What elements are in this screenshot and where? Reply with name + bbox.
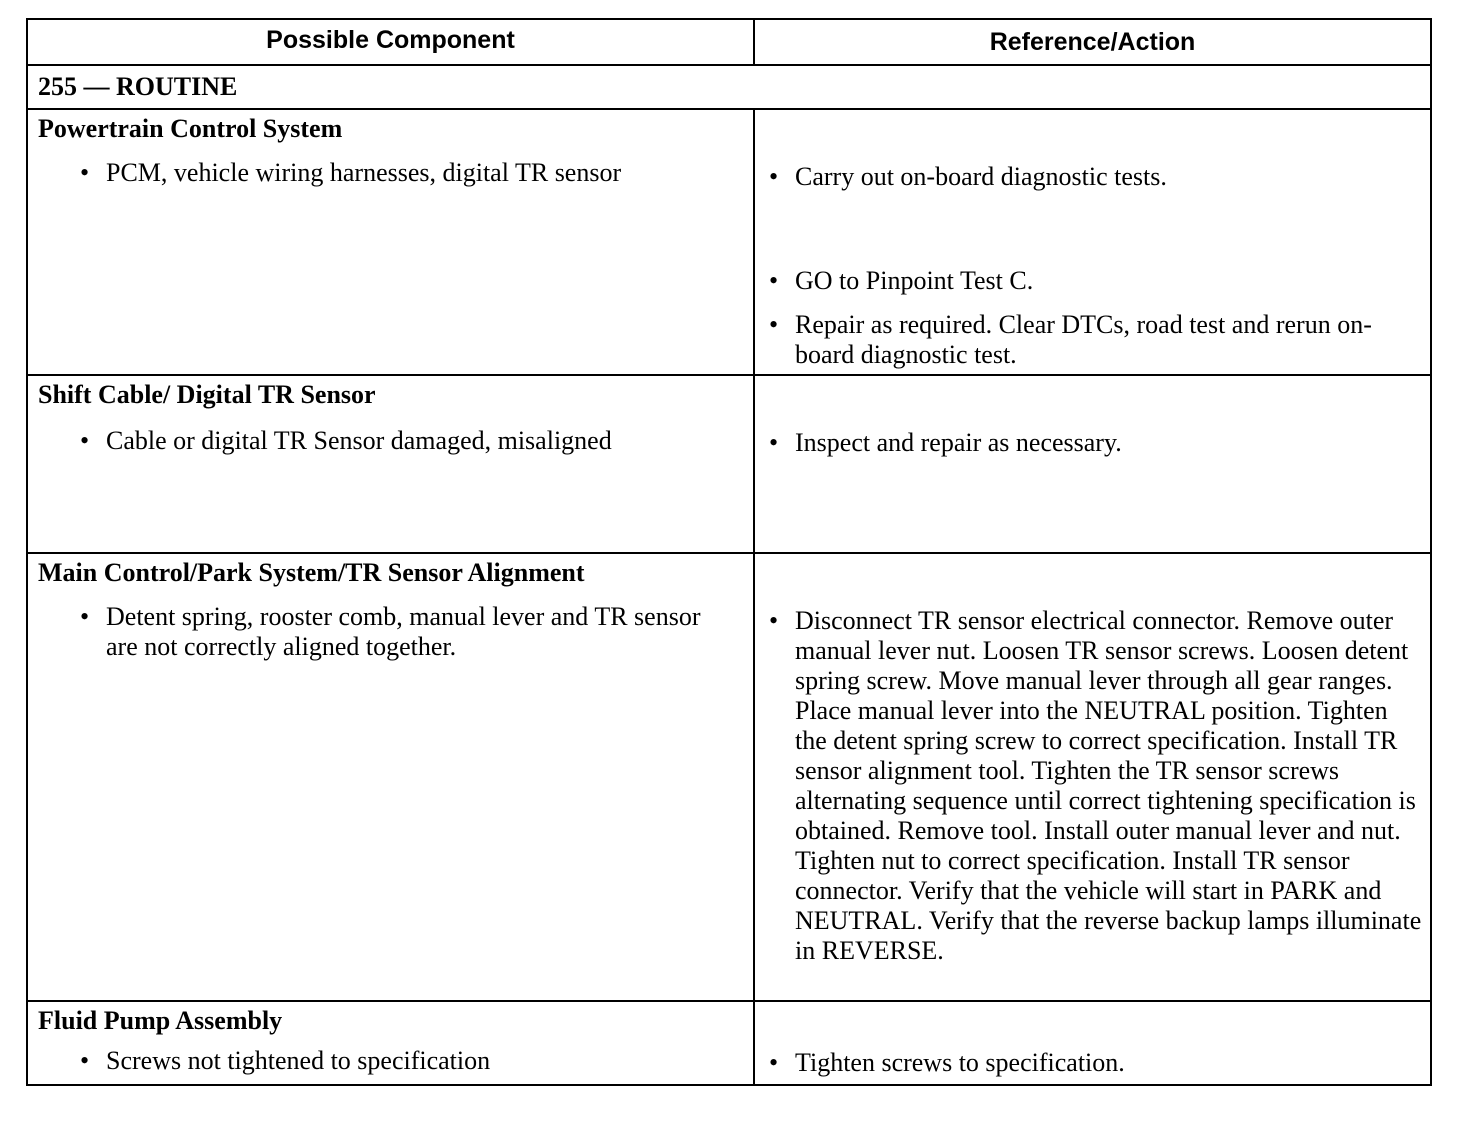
component-bullet: • Cable or digital TR Sensor damaged, misaligned: [80, 426, 612, 455]
bullet-icon: •: [80, 602, 90, 631]
action-bullet: • Disconnect TR sensor electrical connector. Remove outer manual lever nut. Loosen TR sensor screws. Loosen detent spring screw. Move manual lever through all gear ranges. Place manual lever into the NEUTRAL position. Tighten the detent spring screw to correct specification. Install TR sensor alignment tool. Tighten the TR sensor screws alternating sequence until correct tightening specification is obtained. Remove tool. Install outer manual lever and nut. Tighten nut to correct specification. Install TR sensor connector. Verify that the vehicle will start in PARK and NEUTRAL. Verify that the reverse backup lamps illuminate in REVERSE.: [769, 606, 1422, 965]
action-bullet: • Inspect and repair as necessary.: [769, 428, 1122, 457]
action-bullet: • GO to Pinpoint Test C.: [769, 266, 1034, 295]
action-cell: [755, 110, 1430, 374]
bullet-icon: •: [769, 1048, 779, 1077]
header-reference-action: Reference/Action: [989, 28, 1196, 56]
bullet-icon: •: [769, 606, 779, 635]
component-bullet: • PCM, vehicle wiring harnesses, digital TR sensor: [80, 158, 622, 187]
action-cell: [755, 554, 1430, 1000]
table-row: [28, 554, 1430, 1002]
table-row: [28, 110, 1430, 376]
section-title: 255 — ROUTINE: [38, 72, 238, 101]
component-bullet: • Screws not tightened to specification: [80, 1046, 491, 1075]
action-bullet: • Tighten screws to specification.: [769, 1048, 1125, 1077]
component-cell: [28, 376, 755, 552]
bullet-icon: •: [80, 1046, 90, 1075]
component-cell: [28, 110, 755, 374]
component-title: Main Control/Park System/TR Sensor Alignment: [38, 558, 585, 587]
table-row: [28, 376, 1430, 554]
bullet-icon: •: [769, 162, 779, 191]
header-possible-component: Possible Component: [28, 20, 755, 64]
section-row: [28, 66, 1430, 110]
component-title: Fluid Pump Assembly: [38, 1006, 283, 1035]
bullet-icon: •: [80, 426, 90, 455]
diagnostic-table: [26, 18, 1432, 1086]
bullet-icon: •: [769, 310, 779, 339]
bullet-icon: •: [769, 428, 779, 457]
component-cell: [28, 1002, 755, 1086]
action-cell: [755, 376, 1430, 552]
table-row: [28, 1002, 1430, 1086]
bullet-icon: •: [769, 266, 779, 295]
action-cell: [755, 1002, 1430, 1086]
component-bullet: • Detent spring, rooster comb, manual lever and TR sensor are not correctly aligned together.: [80, 602, 701, 661]
component-cell: [28, 554, 755, 1000]
action-bullet: • Repair as required. Clear DTCs, road test and rerun on-board diagnostic test.: [769, 310, 1372, 369]
header-row: [28, 20, 1430, 66]
bullet-icon: •: [80, 158, 90, 187]
action-bullet: • Carry out on-board diagnostic tests.: [769, 162, 1167, 191]
component-title: Powertrain Control System: [38, 114, 343, 143]
component-title: Shift Cable/ Digital TR Sensor: [38, 380, 376, 409]
